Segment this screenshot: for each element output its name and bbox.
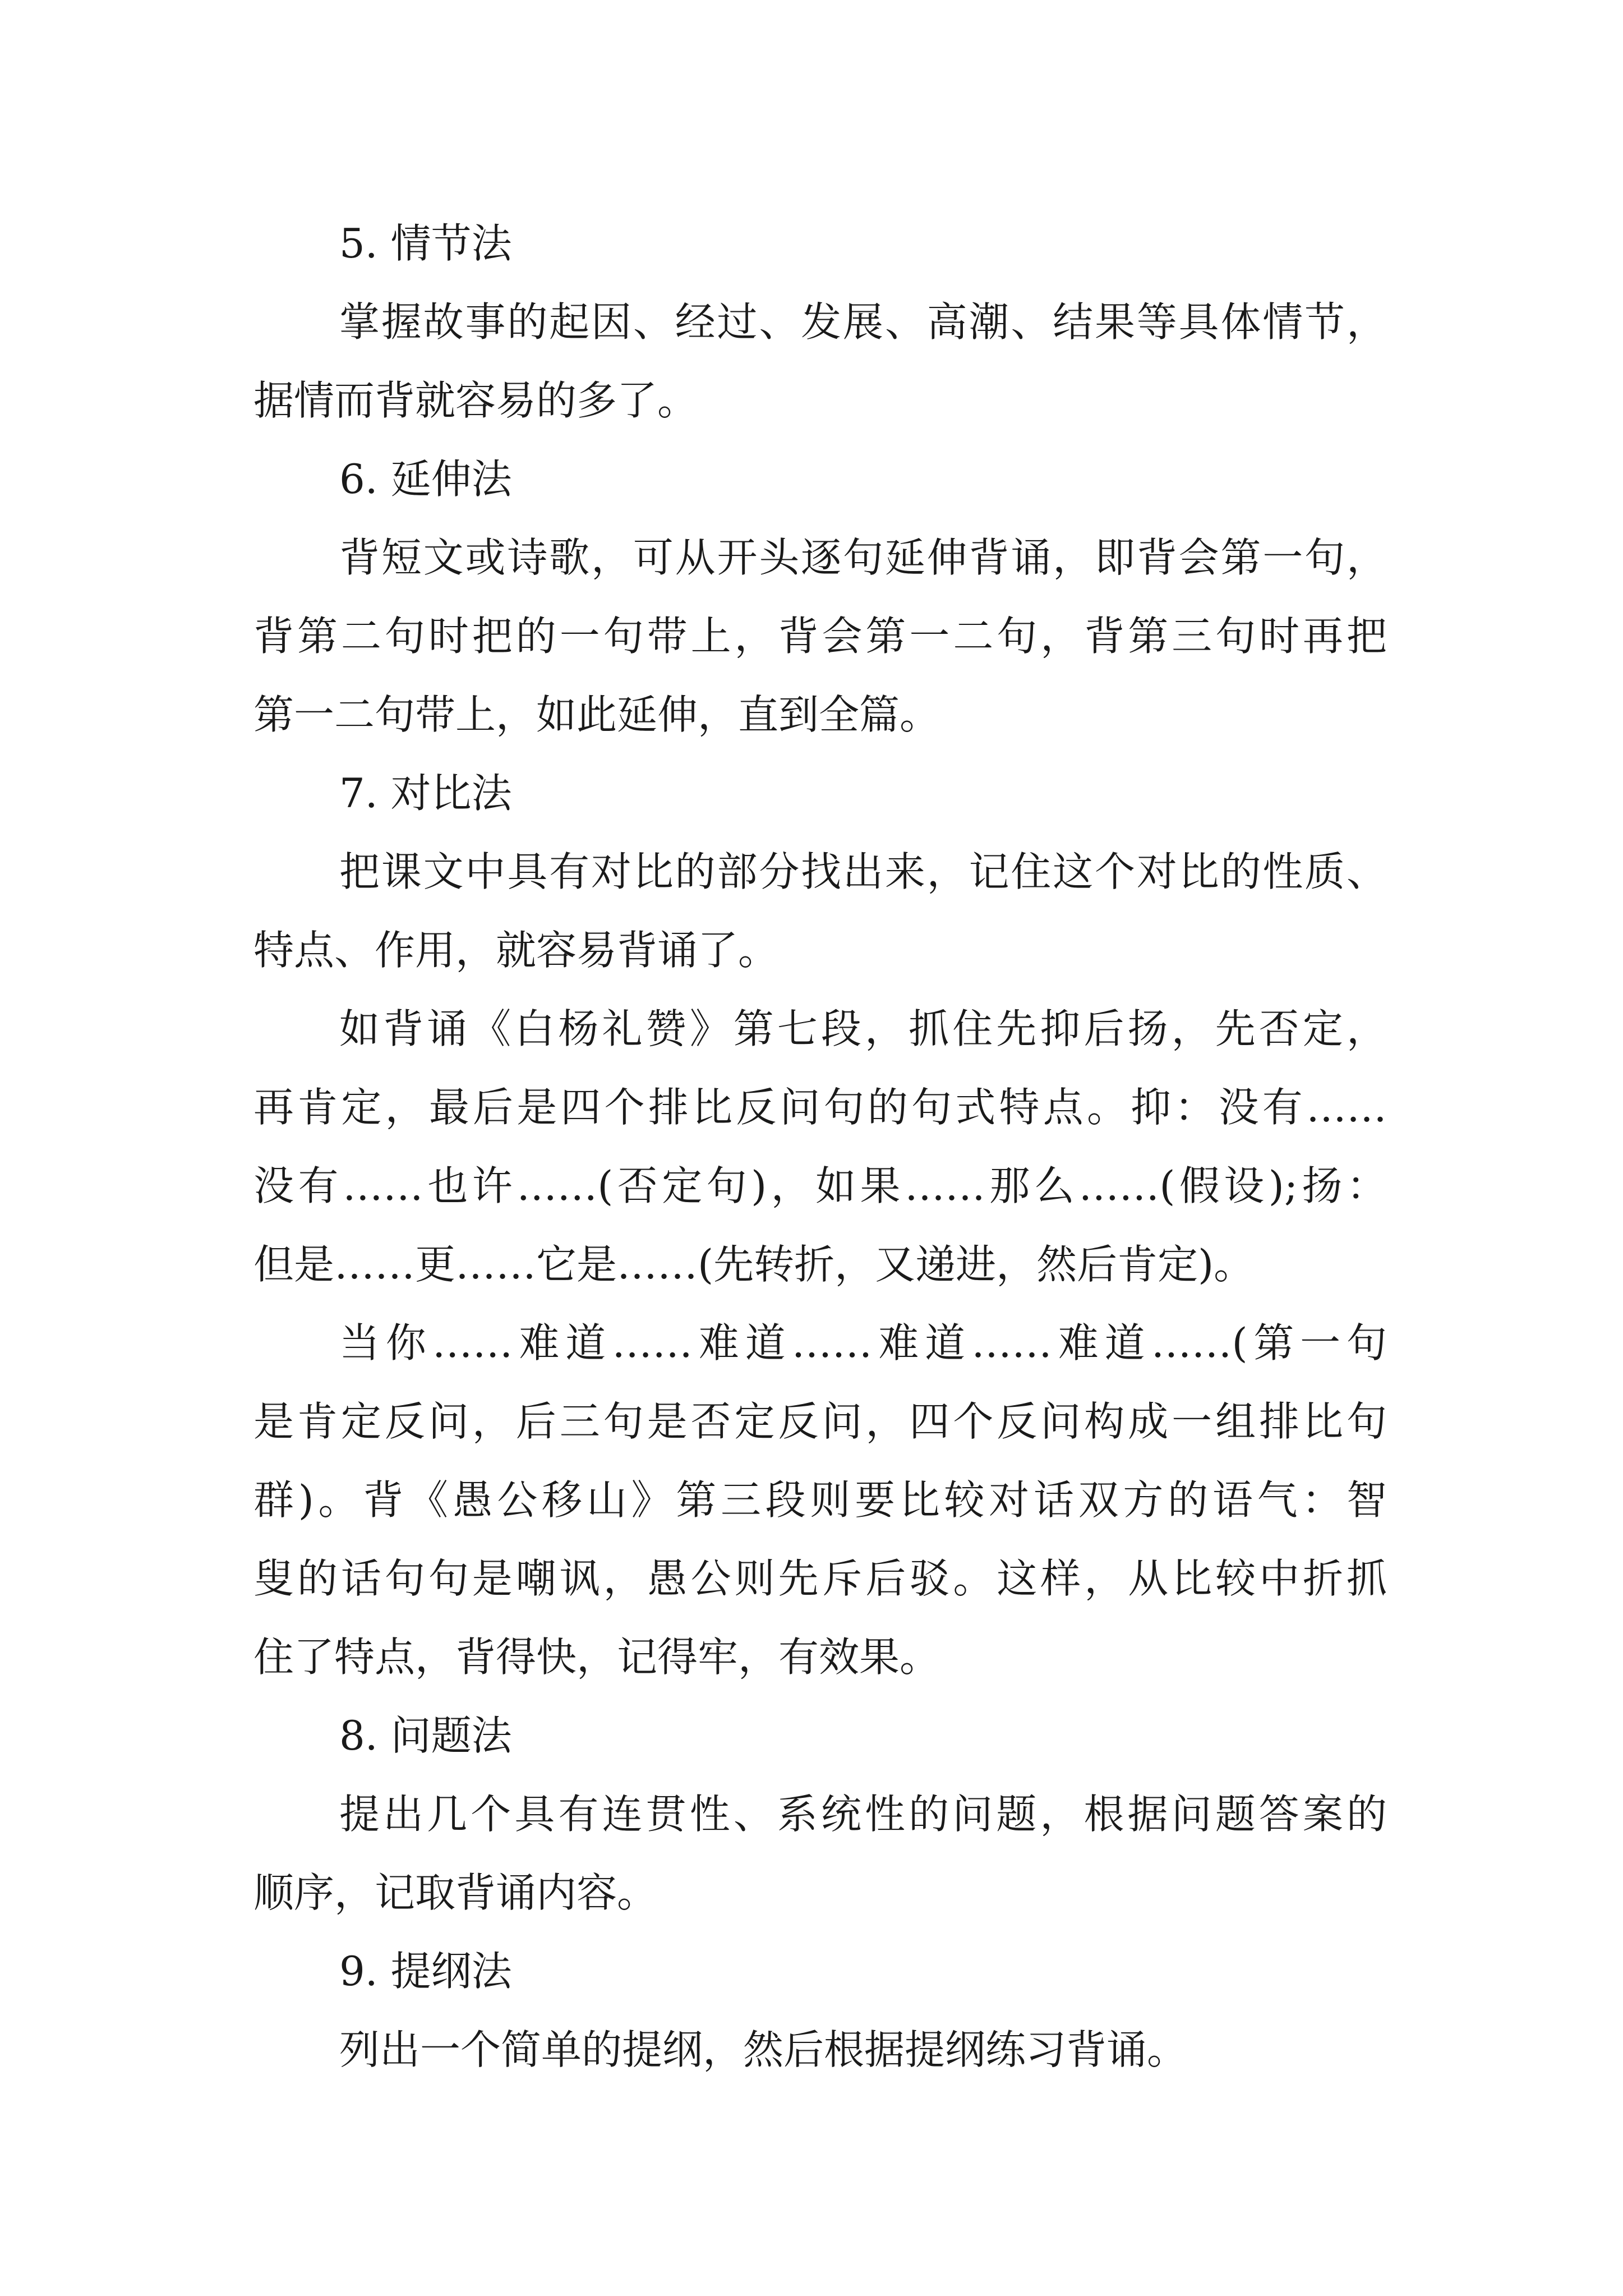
- section-9: [253, 1932, 1387, 2089]
- paragraph: [253, 990, 1387, 1304]
- paragraph-line: 顺序，记取背诵内容。: [253, 1869, 658, 1916]
- section-heading: 6. 延伸法: [339, 455, 512, 503]
- paragraph: [253, 283, 1387, 440]
- paragraph-line: 再肯定，最后是四个排比反问句的句式特点。抑：没有……: [253, 1084, 1387, 1131]
- paragraph: [253, 1775, 1387, 1932]
- section-heading: 7. 对比法: [339, 770, 512, 817]
- paragraph-line: 掌握故事的起因、经过、发展、高潮、结果等具体情节，: [339, 298, 1387, 346]
- paragraph-line: 群)。背《愚公移山》第三段则要比较对话双方的语气：智: [253, 1476, 1387, 1524]
- paragraph-line: 是肯定反问，后三句是否定反问，四个反问构成一组排比句: [253, 1398, 1387, 1445]
- paragraph-line: 叟的话句句是嘲讽，愚公则先斥后驳。这样，从比较中折抓: [253, 1555, 1387, 1602]
- section-heading: 5. 情节法: [339, 220, 512, 267]
- paragraph-line: 提出几个具有连贯性、系统性的问题，根据问题答案的: [339, 1791, 1387, 1838]
- section-heading: 9. 提纲法: [339, 1948, 512, 1995]
- section-8: [253, 1696, 1387, 1932]
- paragraph: [253, 832, 1387, 990]
- document-page: [253, 204, 1387, 2089]
- paragraph-line: 住了特点，背得快，记得牢，有效果。: [253, 1634, 940, 1681]
- section-5: [253, 204, 1387, 440]
- paragraph-line: 据情而背就容易的多了。: [253, 377, 698, 424]
- section-heading: 8. 问题法: [339, 1712, 512, 1759]
- paragraph-line: 第一二句带上，如此延伸，直到全篇。: [253, 691, 940, 738]
- paragraph-line: 当你……难道……难道……难道……难道……(第一句: [339, 1319, 1387, 1366]
- paragraph-line: 背短文或诗歌，可从开头逐句延伸背诵，即背会第一句，: [339, 534, 1387, 581]
- paragraph-line: 背第二句时把的一句带上，背会第一二句，背第三句时再把: [253, 613, 1387, 660]
- paragraph: [253, 518, 1387, 754]
- paragraph-line: 没有……也许……(否定句)，如果……那么……(假设);扬：: [253, 1162, 1387, 1209]
- paragraph: [253, 2010, 1387, 2089]
- paragraph-line: 但是……更……它是……(先转折，又递进，然后肯定)。: [253, 1241, 1255, 1288]
- section-7: [253, 754, 1387, 1696]
- section-6: [253, 440, 1387, 754]
- paragraph-line: 如背诵《白杨礼赞》第七段，抓住先抑后扬，先否定，: [339, 1005, 1387, 1052]
- paragraph-line: 特点、作用，就容易背诵了。: [253, 927, 779, 974]
- paragraph-line: 列出一个简单的提纲，然后根据提纲练习背诵。: [339, 2026, 1188, 2073]
- paragraph: [253, 1304, 1387, 1696]
- paragraph-line: 把课文中具有对比的部分找出来，记住这个对比的性质、: [339, 848, 1387, 895]
